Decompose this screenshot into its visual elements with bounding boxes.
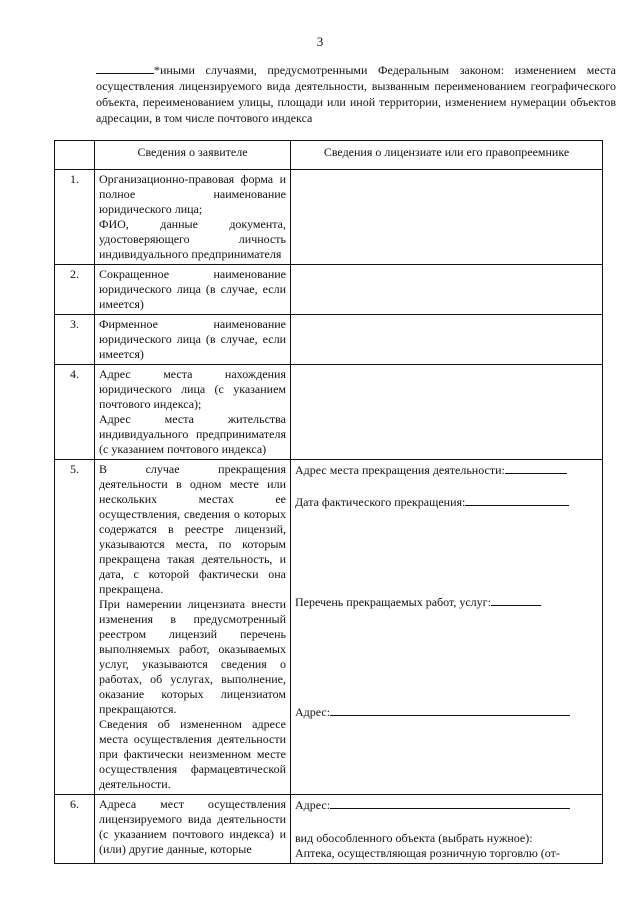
applicant-text: Адреса мест осуществления лицензируемого вида деятельности (с указанием почтового индекса) и (или) другие данные, которые [99, 797, 286, 856]
stop-date-label: Дата фактического прекращения: [295, 495, 466, 509]
licensee-cell[interactable] [291, 170, 603, 265]
fill-line [505, 462, 567, 474]
intro-paragraph [96, 62, 616, 126]
license-info-table [54, 140, 603, 864]
table-row [55, 460, 603, 795]
applicant-cell [95, 315, 291, 365]
address-label: Адрес: [295, 798, 331, 812]
fill-line [465, 494, 569, 506]
blank-line [96, 62, 154, 74]
fill-line [491, 594, 541, 606]
licensee-cell [291, 460, 603, 795]
applicant-text: Фирменное наименование юридического лица (в случае, если имеется) [99, 317, 286, 361]
applicant-text-3: Сведения об измененном адресе места осуществления деятельности при фактически неизменном месте осуществления фармацевтической деятельности. [99, 717, 286, 791]
table-row [55, 265, 603, 315]
row-number: 5. [55, 460, 95, 795]
table-row [55, 170, 603, 265]
applicant-cell [95, 265, 291, 315]
licensee-cell [291, 795, 603, 864]
address-field[interactable] [295, 797, 598, 813]
intro-text: *иными случаями, предусмотренными Федеральным законом: изменением места осуществления лицензируемого вида деятельности, вызванным переименованием географического объекта, переименованием улицы, площади или иной территории, изменением нумерации объектов адресации, в том числе почтового индекса [96, 63, 616, 125]
address-label: Адрес: [295, 705, 331, 719]
fill-line [330, 797, 570, 809]
object-type-label: вид обособленного объекта (выбрать нужное): [295, 831, 533, 845]
applicant-text-2: При намерении лицензиата внести изменения в предусмотренный реестром лицензий перечень выполняемых работ, оказываемых услуг, указываются сведения о работах, об услугах, выполнение, оказание которых лицензиатом прекращаются. [99, 597, 286, 716]
table-row [55, 365, 603, 460]
applicant-cell [95, 170, 291, 265]
applicant-cell [95, 365, 291, 460]
table-header-row [55, 141, 603, 170]
row-number: 6. [55, 795, 95, 864]
table-row [55, 315, 603, 365]
stop-address-field[interactable] [295, 462, 598, 478]
applicant-text: В случае прекращения деятельности в одном месте или нескольких местах ее осуществления, сведения о которых содержатся в реестре лицензий, указываются места, по которым прекращена такая деятельность, и дата, с которой фактически она прекращена. [99, 462, 286, 596]
row-number: 3. [55, 315, 95, 365]
row-number: 2. [55, 265, 95, 315]
pharmacy-option[interactable]: Аптека, осуществляющая розничную торговлю (от- [295, 846, 560, 860]
applicant-cell [95, 460, 291, 795]
licensee-cell[interactable] [291, 365, 603, 460]
works-list-field[interactable] [295, 594, 598, 610]
header-number-cell [55, 141, 95, 170]
applicant-text: Организационно-правовая форма и полное наименование юридического лица; [99, 172, 286, 216]
row-number: 1. [55, 170, 95, 265]
row-number: 4. [55, 365, 95, 460]
applicant-text: Сокращенное наименование юридического лица (в случае, если имеется) [99, 267, 286, 311]
fill-line [330, 704, 570, 716]
stop-address-label: Адрес места прекращения деятельности: [295, 463, 505, 477]
applicant-text-2: Адрес места жительства индивидуального предпринимателя (с указанием почтового индекса) [99, 412, 286, 456]
works-list-label: Перечень прекращаемых работ, услуг: [295, 595, 491, 609]
applicant-text: Адрес места нахождения юридического лица (с указанием почтового индекса); [99, 367, 286, 411]
licensee-cell[interactable] [291, 315, 603, 365]
licensee-cell[interactable] [291, 265, 603, 315]
applicant-text-2: ФИО, данные документа, удостоверяющего личность индивидуального предпринимателя [99, 217, 286, 261]
stop-date-field[interactable] [295, 494, 598, 510]
header-licensee: Сведения о лицензиате или его правопреемнике [291, 141, 603, 170]
address-field[interactable] [295, 704, 598, 720]
page-number: 3 [316, 34, 324, 49]
table-row [55, 795, 603, 864]
header-applicant: Сведения о заявителе [95, 141, 291, 170]
applicant-cell [95, 795, 291, 864]
